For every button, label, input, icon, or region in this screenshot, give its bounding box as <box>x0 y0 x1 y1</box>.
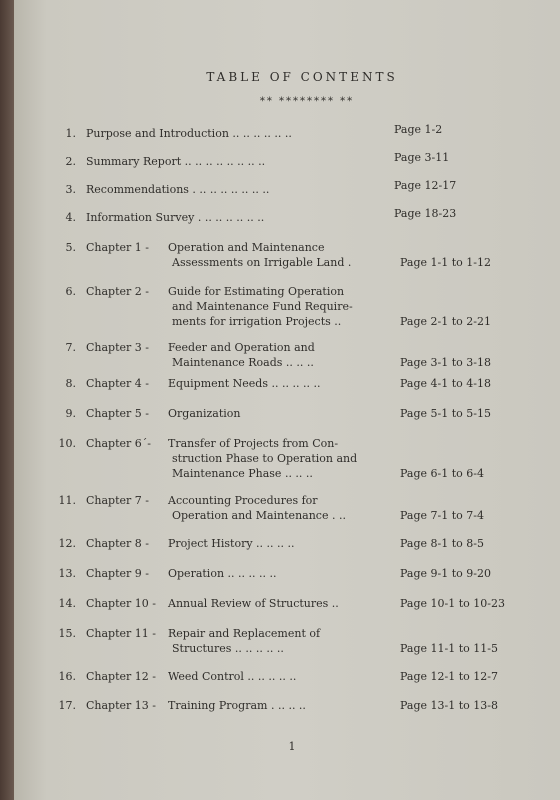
toc-entry <box>58 240 538 270</box>
entry-description: Assessments on Irrigable Land . <box>172 256 352 269</box>
page-reference: Page 3-11 <box>394 151 450 164</box>
toc-entry <box>58 596 538 611</box>
chapter-label: Chapter 7 - <box>86 494 149 507</box>
entry-description: ments for irrigation Projects .. <box>172 315 342 328</box>
toc-entry <box>58 151 538 169</box>
entry-description: Operation and Maintenance . .. <box>172 509 346 522</box>
page-reference: Page 2-1 to 2-21 <box>400 315 491 328</box>
book-spine <box>0 0 14 800</box>
page-reference: Page 10-1 to 10-23 <box>400 597 505 610</box>
entry-description: and Maintenance Fund Require- <box>172 300 353 313</box>
entry-description: Feeder and Operation and <box>168 341 315 354</box>
toc-entry <box>58 566 538 581</box>
entry-description: Maintenance Roads .. .. .. <box>172 356 314 369</box>
toc-entry <box>58 493 538 523</box>
entry-number: 16. <box>58 670 76 683</box>
chapter-label: Chapter 12 - <box>86 670 156 683</box>
chapter-label: Chapter 5 - <box>86 407 149 420</box>
entry-title: Recommendations . .. .. .. .. .. .. .. <box>86 183 270 196</box>
title-ornament: ** ******** ** <box>259 96 355 107</box>
entry-number: 14. <box>58 597 76 610</box>
chapter-label: Chapter 2 - <box>86 285 149 298</box>
page-number: 1 <box>288 740 296 753</box>
entry-number: 17. <box>58 699 76 712</box>
entry-number: 13. <box>58 567 76 580</box>
entry-description: Project History .. .. .. .. <box>168 537 295 550</box>
entry-description: Repair and Replacement of <box>168 627 321 640</box>
entry-description: Annual Review of Structures .. <box>168 597 339 610</box>
toc-entry <box>58 536 538 551</box>
entry-description: Training Program . .. .. .. <box>168 699 306 712</box>
entry-description: Equipment Needs .. .. .. .. .. <box>168 377 321 390</box>
page-reference: Page 6-1 to 6-4 <box>400 467 484 480</box>
page-reference: Page 7-1 to 7-4 <box>400 509 484 522</box>
entry-description: Accounting Procedures for <box>168 494 318 507</box>
toc-entry <box>58 179 538 197</box>
entry-number: 9. <box>65 407 76 420</box>
toc-entry <box>58 669 538 684</box>
page-reference: Page 1-1 to 1-12 <box>400 256 491 269</box>
chapter-label: Chapter 11 - <box>86 627 156 640</box>
chapter-label: Chapter 13 - <box>86 699 156 712</box>
entry-description: struction Phase to Operation and <box>172 452 358 465</box>
entry-description: Structures .. .. .. .. .. <box>172 642 284 655</box>
toc-entry <box>58 340 538 370</box>
page-reference: Page 1-2 <box>394 123 443 136</box>
page-reference: Page 9-1 to 9-20 <box>400 567 491 580</box>
toc-entry <box>58 376 538 391</box>
entry-number: 10. <box>58 437 76 450</box>
document-page <box>14 0 560 800</box>
entry-description: Maintenance Phase .. .. .. <box>172 467 313 480</box>
page-reference: Page 12-1 to 12-7 <box>400 670 498 683</box>
toc-entry <box>58 406 538 421</box>
entry-number: 4. <box>65 211 76 224</box>
page-reference: Page 4-1 to 4-18 <box>400 377 491 390</box>
page-reference: Page 8-1 to 8-5 <box>400 537 484 550</box>
entry-description: Guide for Estimating Operation <box>168 285 345 298</box>
chapter-label: Chapter 8 - <box>86 537 149 550</box>
entry-description: Transfer of Projects from Con- <box>168 437 339 450</box>
toc-entry <box>58 207 538 225</box>
page-reference: Page 3-1 to 3-18 <box>400 356 491 369</box>
page-reference: Page 11-1 to 11-5 <box>400 642 498 655</box>
entry-number: 8. <box>65 377 76 390</box>
entry-number: 1. <box>65 127 76 140</box>
toc-entry <box>58 123 538 141</box>
entry-description: Organization <box>168 407 241 420</box>
entry-description: Weed Control .. .. .. .. .. <box>168 670 297 683</box>
chapter-label: Chapter 1 - <box>86 241 149 254</box>
entry-number: 7. <box>65 341 76 354</box>
page-reference: Page 5-1 to 5-15 <box>400 407 491 420</box>
entry-title: Information Survey . .. .. .. .. .. .. <box>86 211 265 224</box>
chapter-label: Chapter 4 - <box>86 377 149 390</box>
entry-number: 2. <box>65 155 76 168</box>
entry-number: 5. <box>65 241 76 254</box>
page-reference: Page 12-17 <box>394 179 457 192</box>
entry-number: 6. <box>65 285 76 298</box>
entry-number: 11. <box>58 494 76 507</box>
toc-entry <box>58 626 538 656</box>
entry-title: Purpose and Introduction .. .. .. .. .. .. <box>86 127 292 140</box>
chapter-label: Chapter 3 - <box>86 341 149 354</box>
page-title: TABLE OF CONTENTS <box>206 70 398 84</box>
entry-number: 12. <box>58 537 76 550</box>
entry-description: Operation .. .. .. .. .. <box>168 567 277 580</box>
chapter-label: Chapter 6´- <box>86 437 152 450</box>
chapter-label: Chapter 9 - <box>86 567 149 580</box>
toc-entry <box>58 698 538 713</box>
toc-entry <box>58 436 538 481</box>
entry-number: 3. <box>65 183 76 196</box>
entry-description: Operation and Maintenance <box>168 241 325 254</box>
entry-number: 15. <box>58 627 76 640</box>
chapter-label: Chapter 10 - <box>86 597 156 610</box>
entry-title: Summary Report .. .. .. .. .. .. .. .. <box>86 155 266 168</box>
toc-entry <box>58 284 538 329</box>
page-reference: Page 13-1 to 13-8 <box>400 699 498 712</box>
page-reference: Page 18-23 <box>394 207 457 220</box>
